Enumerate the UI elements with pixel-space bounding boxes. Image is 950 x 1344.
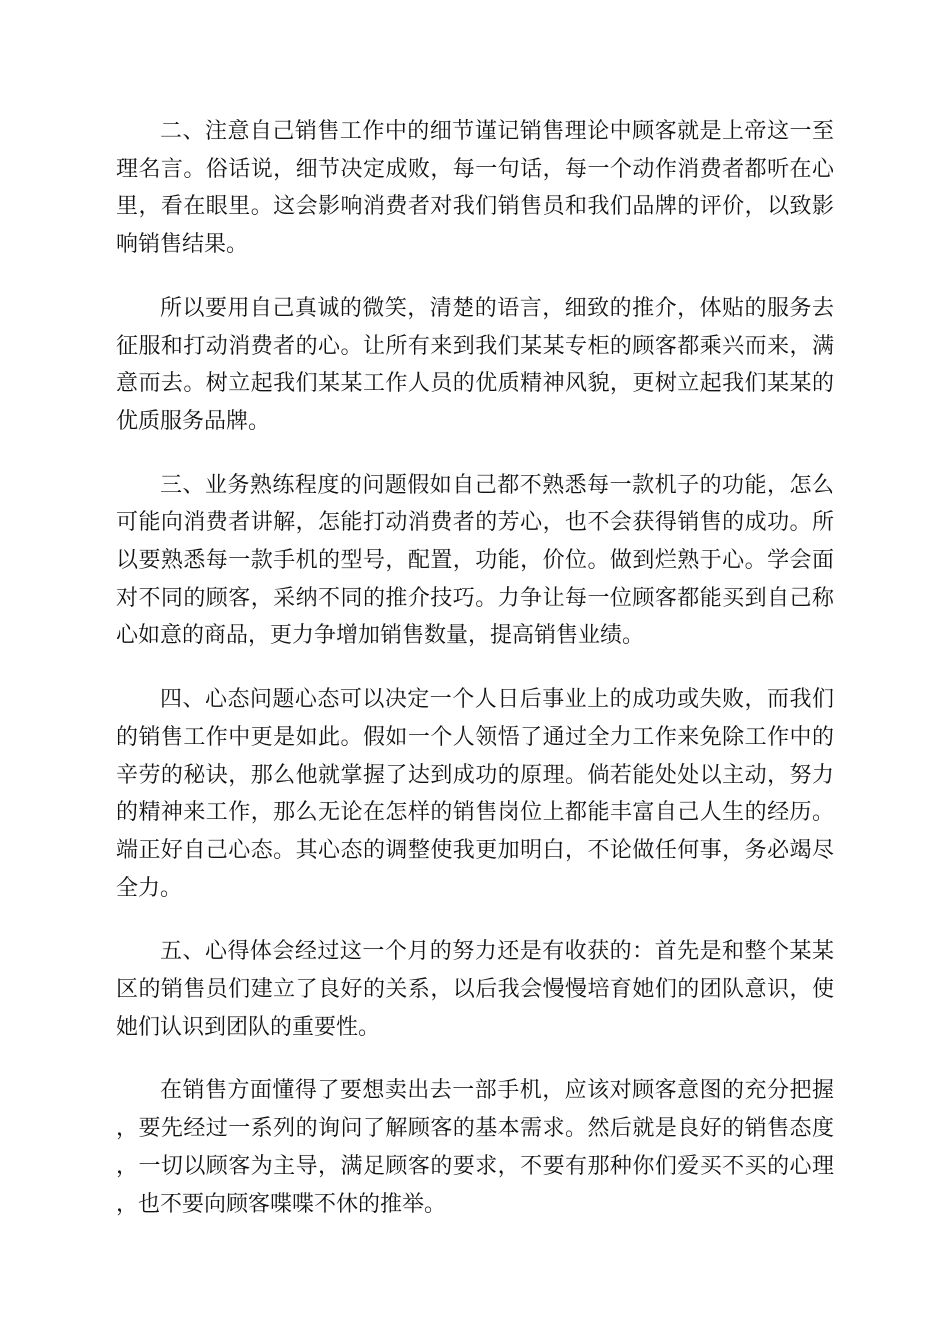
paragraph-mindset: 四、心态问题心态可以决定一个人日后事业上的成功或失败，而我们的销售工作中更是如此。假如一个人领悟了通过全力工作来免除工作中的辛劳的秘诀，那么他就掌握了达到成功的原理。倘若能处处以主动，努力的精神来工作，那么无论在怎样的销售岗位上都能丰富自己人生的经历。端正好自己心态。其心态的调整使我更加明白，不论做任何事，务必竭尽全力。 [116,687,834,901]
paragraph-sales-approach: 在销售方面懂得了要想卖出去一部手机，应该对顾客意图的充分把握，要先经过一系列的询问了解顾客的基本需求。然后就是良好的销售态度，一切以顾客为主导，满足顾客的要求，不要有那种你们爱买不买的心理，也不要向顾客喋喋不休的推举。 [116,1078,834,1217]
document-body [116,113,834,1249]
paragraph-sincere-service: 所以要用自己真诚的微笑，清楚的语言，细致的推介，体贴的服务去征服和打动消费者的心。让所有来到我们某某专柜的顾客都乘兴而来，满意而去。树立起我们某某工作人员的优质精神风貌，更树立起我们某某的优质服务品牌。 [116,295,834,434]
paragraph-detail-attention: 二、注意自己销售工作中的细节谨记销售理论中顾客就是上帝这一至理名言。俗话说，细节决定成败，每一句话，每一个动作消费者都听在心里，看在眼里。这会影响消费者对我们销售员和我们品牌的评价，以致影响销售结果。 [116,119,834,258]
paragraph-business-proficiency: 三、业务熟练程度的问题假如自己都不熟悉每一款机子的功能，怎么可能向消费者讲解，怎能打动消费者的芳心，也不会获得销售的成功。所以要熟悉每一款手机的型号，配置，功能，价位。做到烂熟于心。学会面对不同的顾客，采纳不同的推介技巧。力争让每一位顾客都能买到自己称心如意的商品，更力争增加销售数量，提高销售业绩。 [116,472,834,649]
paragraph-experience: 五、心得体会经过这一个月的努力还是有收获的：首先是和整个某某区的销售员们建立了良好的关系，以后我会慢慢培育她们的团队意识，使她们认识到团队的重要性。 [116,939,834,1040]
